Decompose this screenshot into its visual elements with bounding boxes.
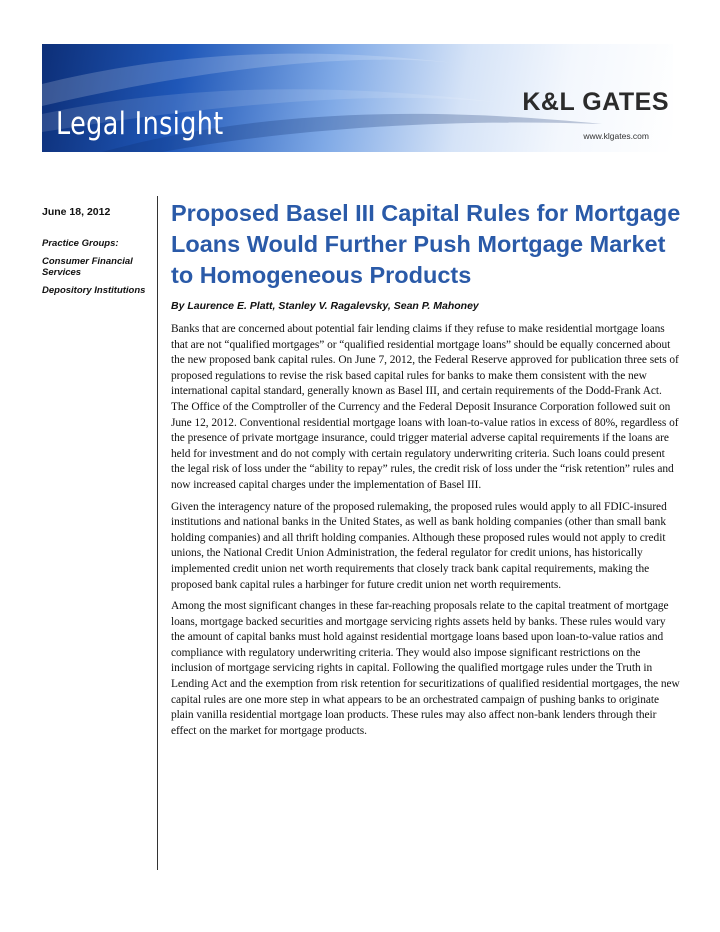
article-title: Proposed Basel III Capital Rules for Mortgage Loans Would Further Push Mortgage Market to Homogeneous Products — [171, 200, 681, 288]
publication-title: Legal Insight — [56, 106, 224, 142]
article-paragraph: Given the interagency nature of the proposed rulemaking, the proposed rules would apply to all FDIC-insured institutions and national banks in the United States, as well as bank holding companies (other than small bank holding companies) and all thrift holding companies. Although these proposed rules would not apply to credit unions, the National Credit Union Administration, the federal regulator for credit unions, has historically implemented credit union net worth requirements that closely track bank capital requirements, making the proposed bank capital rules a harbinger for future credit union net worth requirements. — [171, 500, 667, 591]
article-paragraph: Banks that are concerned about potential fair lending claims if they refuse to make residential mortgage loans that are not “qualified mortgages” or “qualified residential mortgage loans” should be equally concerned about the new proposed bank capital rules. On June 7, 2012, the Federal Reserve approved for publication three sets of proposed regulations to revise the risk based capital rules for banks to make them consistent with the new international capital standard, generally known as Basel III, and certain requirements of the Dodd-Frank Act. The Office of the Comptroller of the Currency and the Federal Deposit Insurance Corporation followed suit on June 12, 2012. Conventional residential mortgage loans with loan-to-value ratios in excess of 80%, regardless of the presence of private mortgage insurance, could trigger material adverse capital requirements if the loans are held for investment and do not comply with certain regulatory underwriting criteria. Such loans could present the legal risk of loss under the “ability to repay” rules, the credit risk of loss under the “risk retention” rules and now increased capital charges under the implementation of Basel III. — [171, 323, 679, 491]
column-divider — [157, 196, 158, 870]
practice-groups-label: Practice Groups: — [42, 238, 119, 249]
practice-group-item: Consumer Financial Services — [42, 256, 133, 278]
firm-website: www.klgates.com — [583, 131, 649, 141]
article-paragraph: Among the most significant changes in these far-reaching proposals relate to the capital treatment of mortgage loans, mortgage backed securities and mortgage servicing rights assets held by banks. These rules would vary the amount of capital banks must hold against residential mortgage loans based upon loan-to-value ratios and compliance with regulatory underwriting criteria. They would also impose significant restrictions on the inclusion of mortgage servicing rights in capital. Following the qualified mortgage rules under the Truth in Lending Act and the exemption from risk retention for securitizations of qualified residential mortgages, the new capital rules are one more step in what appears to be an orchestrated campaign of pushing banks to originate plain vanilla residential mortgage loan products. These rules may also affect non-bank lenders through their effect on the market for mortgage products. — [171, 600, 680, 737]
sidebar — [42, 206, 154, 303]
article-authors: By Laurence E. Platt, Stanley V. Ragalevsky, Sean P. Mahoney — [171, 300, 479, 312]
firm-logo: K&L GATES — [522, 88, 669, 116]
practice-group-item: Depository Institutions — [42, 285, 146, 296]
article — [171, 198, 681, 745]
header-banner — [42, 44, 673, 152]
publication-date: June 18, 2012 — [42, 206, 111, 218]
